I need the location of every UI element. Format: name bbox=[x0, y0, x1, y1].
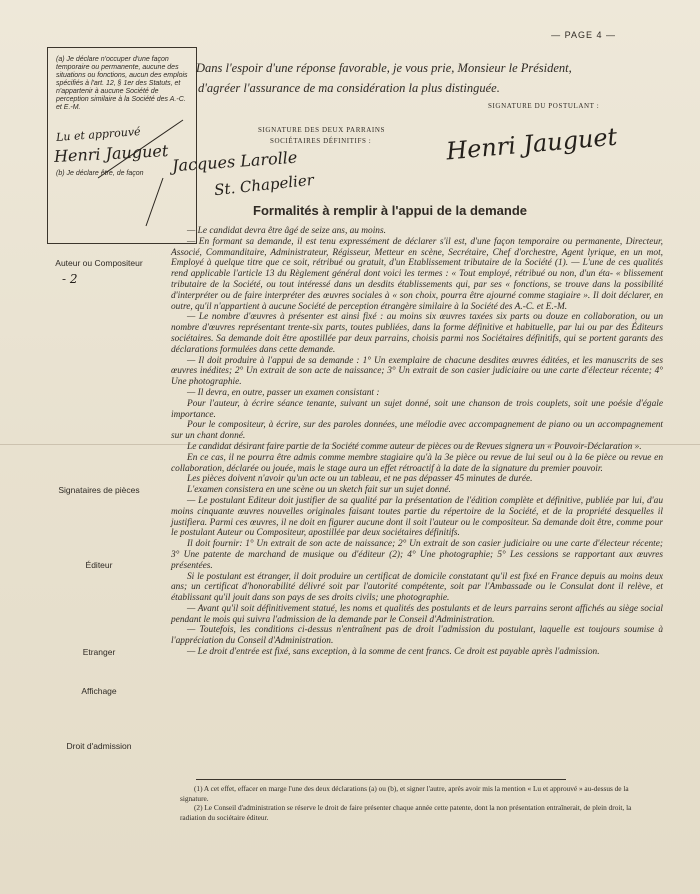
margin-hand-note: - 2 bbox=[62, 272, 78, 286]
paragraph: Il doit fournir: 1° Un extrait de son acte de naissance; 2° Un extrait de son casier judiciaire ou une carte d'électeur récente; 3° Une patente de marchand de musique ou d'éditeur (2); 4° Une photographie; 5° Les cessions se rapportant aux œuvres présentées. bbox=[171, 539, 663, 571]
closing-sentence bbox=[196, 58, 666, 98]
paragraph: — Le postulant Editeur doit justifier de sa qualité par la présentation de l'édition complète et définitive, publiée par lui, d'au moins cinquante œuvres nouvelles originales faisant toutes partie du répertoire de la Société, et de la propriété desquelles il justifiera. Parmi ces œuvres, il ne doit en figurer aucune dont il soit l'auteur ou le compositeur. Sa demande doit être, comme pour le postulant Auteur ou Compositeur, apostillée par deux sociétaires définitifs. bbox=[171, 495, 663, 539]
paragraph: L'examen consistera en une scène ou un sketch fait sur un sujet donné. bbox=[187, 485, 451, 496]
page-number: — PAGE 4 — bbox=[551, 30, 616, 40]
footnote-1: (1) A cet effet, effacer en marge l'une des deux déclarations (a) ou (b), et signer l'autre, après avoir mis la mention « Lu et approuvé » au-dessus de la signature. bbox=[180, 784, 629, 803]
paragraph: Pour l'auteur, à écrire séance tenante, suivant un sujet donné, soit une chanson de trois couplets, soit une poésie d'égale importance. bbox=[171, 398, 663, 420]
footnote-2: (2) Le Conseil d'administration se réserve le droit de faire présenter chaque année cette patente, dont la non présentation entraînerait, de plein droit, la radiation du sociétaire éditeur. bbox=[180, 803, 632, 822]
formalities-text bbox=[171, 226, 663, 658]
paragraph: — Toutefois, les conditions ci-dessus n'entraînent pas de droit l'admission du postulant, laquelle est toujours soumise à l'appréciation du Conseil d'Administration. bbox=[171, 625, 663, 647]
paragraph: — Il doit produire à l'appui de sa demande : 1° Un exemplaire de chacune desdites œuvres éditées, et les manuscrits de ses œuvres inédites; 2° Un extrait de son acte de naissance; 3° Un extrait de son casier judiciaire ou une carte d'électeur récente; 4° Une photographie. bbox=[171, 355, 663, 388]
paragraph: Les pièces doivent n'avoir qu'un acte ou un tableau, et ne pas dépasser 45 minutes de durée. bbox=[187, 474, 533, 485]
paragraph: — Avant qu'il soit définitivement statué, les noms et qualités des postulants et de leurs parrains seront affichés au siège social pendant le mois qui suivra l'admission de la demande par le Conseil d'Administration. bbox=[171, 603, 663, 625]
footnotes bbox=[180, 784, 656, 822]
closing-line-2: d'agréer l'assurance de ma considération la plus distinguée. bbox=[198, 81, 500, 95]
sponsors-label-2: SOCIÉTAIRES DÉFINITIFS : bbox=[270, 137, 372, 145]
paragraph: Pour le compositeur, à écrire, sur des paroles données, une mélodie avec accompagnement de piano ou un accompagnement sur un chant donné. bbox=[171, 420, 663, 442]
margin-label-etranger: Etranger bbox=[82, 647, 116, 657]
paragraph: — Le droit d'entrée est fixé, sans exception, à la somme de cent francs. Ce droit est payable après l'admission. bbox=[187, 647, 600, 658]
handwritten-signature-box: Henri Jauguet bbox=[53, 141, 169, 166]
postulant-signature: Henri Jauguet bbox=[445, 122, 619, 166]
postulant-signature-label: SIGNATURE DU POSTULANT : bbox=[488, 102, 600, 110]
sponsor-signature-1: Jacques Larolle bbox=[171, 147, 298, 176]
paragraph: Si le postulant est étranger, il doit produire un certificat de domicile constatant qu'il est fixé en France depuis au moins deux ans; un certificat d'honorabilité délivré soit par l'autorité compétente, soit par l'Ambassade ou le Consulat dont il relève, et établissant qu'il jouit dans son pays de ses droits civils; une photographie. bbox=[171, 571, 663, 604]
paragraph: — Il devra, en outre, passer un examen consistant : bbox=[187, 387, 380, 398]
footnote-rule bbox=[196, 779, 566, 780]
margin-label-droit: Droit d'admission bbox=[66, 741, 132, 751]
paragraph: En ce cas, il ne pourra être admis comme membre stagiaire qu'à la 3e pièce ou revue de lui seul ou à la 6e pièce ou revue en collaboration, déclarée ou jouée, mais le stage aura un effet rétroactif à la date de la signature du premier pouvoir. bbox=[171, 452, 663, 474]
declaration-a: (a) Je déclare n'occuper d'une façon temporaire ou permanente, aucune des situations ou fonctions, aucun des emplois spécifiés à l'art. 12, § 1er des Statuts, et n'appartenir à aucune Société de perception similaire à la Société des A.-C. et E.-M. bbox=[56, 56, 188, 111]
closing-line-1: Dans l'espoir d'une réponse favorable, je vous prie, Monsieur le Président, bbox=[196, 61, 572, 75]
paragraph: — Le candidat devra être âgé de seize ans, au moins. bbox=[187, 226, 386, 236]
margin-label-editeur: Éditeur bbox=[85, 560, 113, 570]
sponsor-signature-2: St. Chapelier bbox=[213, 170, 315, 200]
margin-label-auteur: Auteur ou Compositeur bbox=[55, 258, 143, 268]
paragraph: — En formant sa demande, il est tenu expressément de déclarer s'il est, d'une façon temporaire ou permanente, Directeur, Associé, Commanditaire, Administrateur, Régisseur, Metteur en scène, Secrétaire, Chef d'orchestre, Agent lyrique, en un mot, Employé à quelque titre que ce soit, rétribué ou gratuit, d'un Etablissement tributaire de la Société (1). — L'une de ces qualités rend applicable l'article 13 du Règlement général dont voici les termes : « Tout employé, rétribué ou non, d'un éta- « blissement tributaire de la Société, ou tout intéressé dans un desdits établissements qui, par ses « fonctions, se trouve dans la possibilité d'interpréter ou de faire interpréter des œuvres sociales à « son choix, pourra être ajourné comme stagiaire ». Il doit déclarer, en outre, qu'il n'appartient à aucune Société de perception étrangère similaire à la Société des A.-C. et E.-M. bbox=[171, 236, 663, 312]
handwritten-approval: Lu et approuvé bbox=[55, 125, 142, 144]
declaration-b: (b) Je déclare être, de façon bbox=[56, 170, 144, 177]
margin-label-affichage: Affichage bbox=[81, 686, 117, 696]
sponsors-label-1: SIGNATURE DES DEUX PARRAINS bbox=[258, 126, 385, 134]
declaration-box bbox=[47, 47, 197, 244]
section-heading: Formalités à remplir à l'appui de la demande bbox=[253, 203, 528, 218]
paragraph: Le candidat désirant faire partie de la Société comme auteur de pièces ou de Revues signera un « Pouvoir-Déclaration ». bbox=[187, 441, 642, 452]
paragraph: — Le nombre d'œuvres à présenter est ainsi fixé : au moins six œuvres taxées six parts ou douze en collaboration, ou un nombre d'œuvres représentant trente-six parts, toutes publiées, dans la forme définitive et habituelle, par lui ou par des Éditeurs sociétaires. Sa demande doit être apostillée par deux parrains, choisis parmi nos Sociétaires définitifs, qui se portent garants des déclarations formulées dans cette demande. bbox=[171, 312, 663, 355]
margin-label-signataires: Signataires de pièces bbox=[58, 485, 140, 495]
